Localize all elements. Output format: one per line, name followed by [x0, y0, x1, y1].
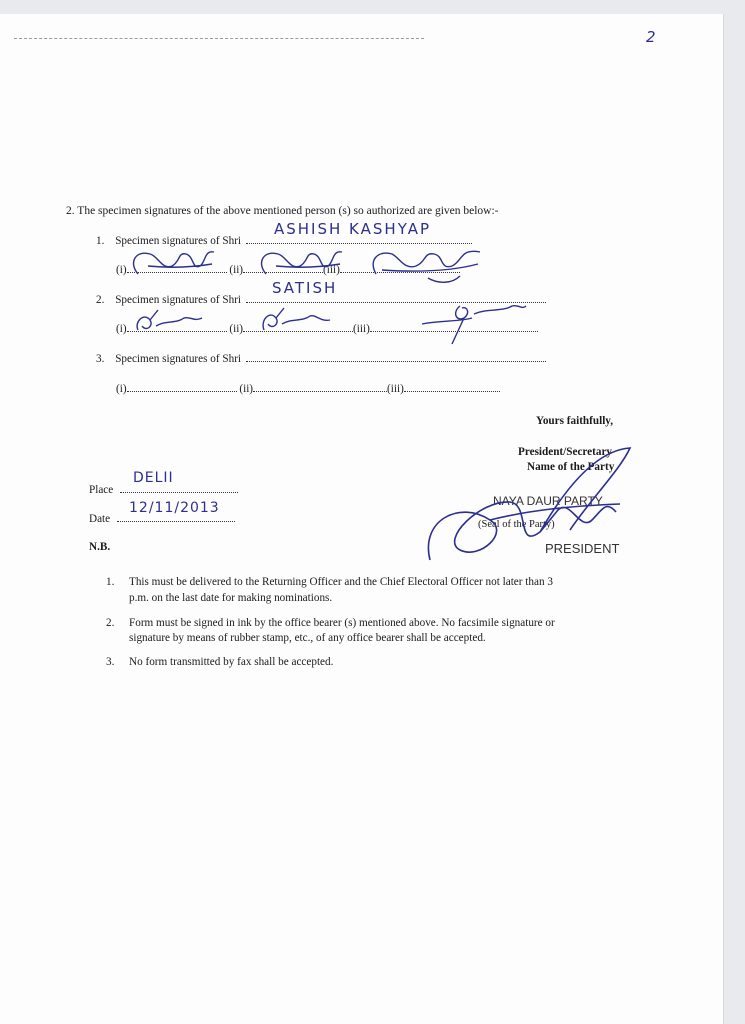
note-1-line2: p.m. on the last date for making nominations. — [129, 592, 333, 604]
signature-ashish-2 — [256, 244, 346, 284]
seal-label: (Seal of the Party) — [478, 519, 555, 530]
sig-label-ii: (ii) — [229, 323, 244, 335]
sig-label-ii: (ii) — [229, 264, 244, 276]
place-label: Place — [89, 484, 114, 496]
person-1-label: Specimen signatures of Shri — [115, 235, 242, 247]
sig-label-i: (i) — [116, 323, 127, 335]
person-3-row — [96, 351, 546, 365]
top-dashed-rule — [14, 38, 424, 39]
note-3-line1: No form transmitted by fax shall be accepted. — [129, 656, 334, 668]
note-3-num: 3. — [106, 656, 115, 668]
page-number: 2 — [646, 28, 656, 46]
sig-label-iii: (iii) — [353, 323, 370, 335]
person-1-name: ASHISH KASHYAP — [274, 220, 431, 238]
note-1-num: 1. — [106, 576, 115, 588]
person-3-label: Specimen signatures of Shri — [115, 353, 242, 365]
signature-satish-2 — [258, 306, 338, 338]
specimen-heading: 2. The specimen signatures of the above mentioned person (s) so authorized are given below:- — [66, 205, 499, 217]
person-2-label: Specimen signatures of Shri — [115, 294, 242, 306]
sig-label-i: (i) — [116, 264, 127, 276]
place-value: DELII — [133, 470, 174, 486]
person-3-sig-row — [116, 381, 500, 395]
party-name-label: Name of the Party — [527, 461, 615, 473]
note-1-line1: This must be delivered to the Returning Officer and the Chief Electoral Officer not later than 3 — [129, 576, 553, 588]
party-stamp: NAYA DAUR PARTY — [493, 494, 603, 508]
note-2-line1: Form must be signed in ink by the office bearer (s) mentioned above. No facsimile signature or — [129, 617, 555, 629]
person-3-num: 3. — [96, 353, 105, 365]
yours-faithfully: Yours faithfully, — [536, 415, 614, 427]
sig-label-i: (i) — [116, 383, 127, 395]
signature-ashish-3 — [368, 244, 488, 288]
president-stamp: PRESIDENT — [545, 541, 620, 556]
person-1-num: 1. — [96, 235, 105, 247]
sig-label-iii: (iii) — [387, 383, 404, 395]
nb-label: N.B. — [89, 541, 111, 553]
person-3-dotted-line — [246, 351, 546, 362]
person-2-name: SATISH — [272, 279, 338, 297]
person-2-num: 2. — [96, 294, 105, 306]
signature-ashish-1 — [128, 244, 218, 284]
date-value: 12/11/2013 — [129, 500, 220, 516]
designation-label: President/Secretary — [518, 446, 613, 458]
signature-satish-3 — [412, 298, 532, 346]
sig-label-ii: (ii) — [239, 383, 254, 395]
note-2-line2: signature by means of rubber stamp, etc., of any office bearer shall be accepted. — [129, 632, 486, 644]
note-2-num: 2. — [106, 617, 115, 629]
president-signature — [420, 440, 640, 570]
sig-label-iii: (iii) — [323, 264, 340, 276]
note-3 — [106, 656, 334, 668]
signature-satish-1 — [132, 308, 212, 338]
note-1 — [106, 576, 553, 604]
note-2 — [106, 617, 555, 644]
date-label: Date — [89, 513, 111, 525]
